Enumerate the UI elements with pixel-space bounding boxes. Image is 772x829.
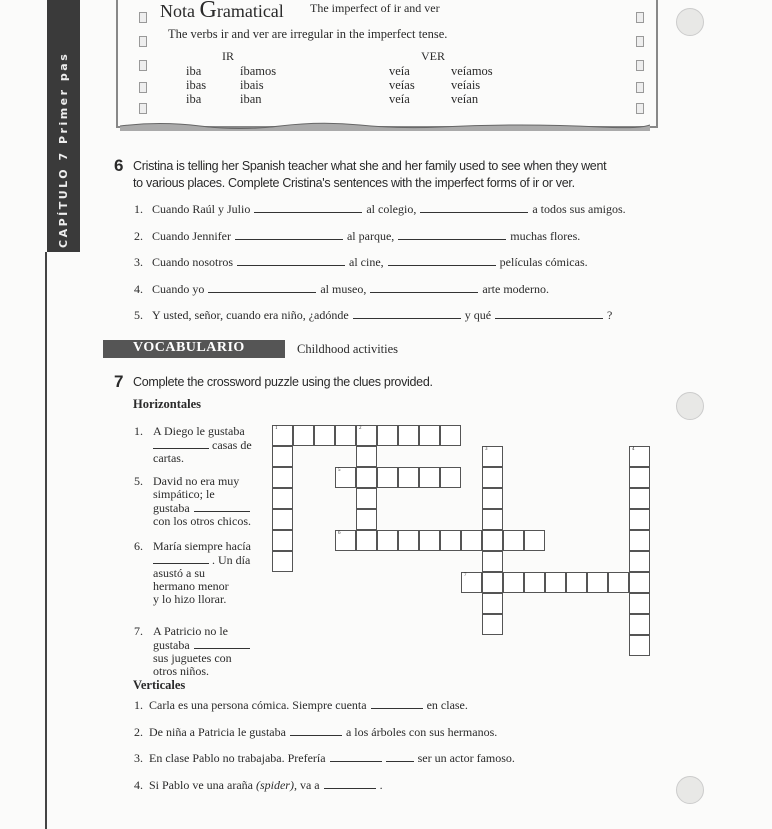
crossword-cell[interactable] <box>482 488 503 509</box>
answer-blank[interactable] <box>386 751 414 762</box>
ver-form: veías <box>389 78 415 92</box>
vertical-clue <box>134 778 383 793</box>
clue-line-text: otros niños. <box>153 664 210 678</box>
item-text-a: Cuando nosotros <box>152 255 233 269</box>
box-rivet <box>139 60 147 71</box>
crossword-cell[interactable] <box>272 509 293 530</box>
exercise-6-instructions-line1: Cristina is telling her Spanish teacher what she and her family used to see when they went <box>133 159 607 173</box>
clue-text <box>153 540 251 606</box>
clue-number: 4. <box>134 777 143 792</box>
ver-form: veíamos <box>451 64 493 78</box>
crossword-cell[interactable] <box>440 530 461 551</box>
crossword-cell[interactable] <box>629 635 650 656</box>
crossword-cell[interactable] <box>356 446 377 467</box>
answer-blank[interactable] <box>194 501 250 512</box>
ver-form: veíais <box>451 78 481 92</box>
crossword-cell[interactable] <box>566 572 587 593</box>
clue-italic: (spider), <box>255 777 297 792</box>
crossword-cell[interactable] <box>272 467 293 488</box>
item-text-b: al cine, <box>349 255 384 269</box>
ir-form: íbamos <box>240 64 277 78</box>
item-text-a: Cuando Jennifer <box>152 228 231 243</box>
answer-blank[interactable] <box>153 438 209 449</box>
box-rivet <box>139 82 147 93</box>
crossword-cell[interactable] <box>629 614 650 635</box>
box-rivet <box>636 12 644 23</box>
item-text-c: ? <box>607 308 613 322</box>
chapter-tab-label: CAPÍTULO 7 Primer pas <box>57 51 70 248</box>
clue-number-label: 5 <box>338 468 341 473</box>
exercise-6-number: 6 <box>114 156 124 175</box>
crossword-cell[interactable] <box>524 530 545 551</box>
vertical-clue <box>134 698 468 713</box>
crossword-cell[interactable] <box>587 572 608 593</box>
clue-number: 2. <box>134 724 143 739</box>
clue-number-label: 6 <box>338 531 341 536</box>
item-text-a: Y usted, señor, cuando era niño, ¿adónde <box>152 308 349 322</box>
crossword-cell[interactable] <box>629 572 650 593</box>
clue-text-b: va a <box>299 777 320 792</box>
clue-line-text: simpático; le <box>153 487 215 501</box>
item-number: 1. <box>134 202 143 216</box>
crossword-cell[interactable] <box>377 425 398 446</box>
grammar-note-title <box>160 0 284 24</box>
clue-line <box>153 501 254 515</box>
clue-line-text: gustaba <box>153 501 190 515</box>
crossword-cell[interactable] <box>272 425 293 446</box>
crossword-cell[interactable] <box>482 509 503 530</box>
exercise-7-number: 7 <box>114 372 124 391</box>
exercise-6-item <box>134 229 580 244</box>
crossword-cell[interactable] <box>272 488 293 509</box>
crossword-cell[interactable] <box>356 530 377 551</box>
crossword-cell[interactable] <box>545 572 566 593</box>
crossword-cell[interactable] <box>629 488 650 509</box>
exercise-6-instructions-line2: to various places. Complete Cristina's sentences with the imperfect forms of ir or ver. <box>133 176 575 190</box>
answer-blank[interactable] <box>353 308 461 319</box>
binder-hole <box>676 8 704 36</box>
crossword-cell[interactable] <box>482 593 503 614</box>
crossword-cell[interactable] <box>398 467 419 488</box>
answer-blank[interactable] <box>371 698 423 709</box>
torn-edge-divider <box>120 121 650 131</box>
answer-blank[interactable] <box>324 778 376 789</box>
ir-form: ibais <box>240 78 264 92</box>
clue-text-b: en clase. <box>426 698 468 712</box>
clue-line <box>153 665 254 678</box>
clue-line-text: . Un día <box>212 553 251 567</box>
crossword-cell[interactable] <box>482 530 503 551</box>
crossword-cell[interactable] <box>272 446 293 467</box>
crossword-cell[interactable] <box>356 509 377 530</box>
clue-number: 6. <box>134 539 143 553</box>
vocab-label: VOCABULARIO <box>133 340 245 355</box>
crossword-cell[interactable] <box>272 530 293 551</box>
clue-text-b: ser un actor famoso. <box>417 751 515 765</box>
clue-number-label: 2 <box>359 426 362 431</box>
crossword-cell[interactable] <box>482 551 503 572</box>
crossword-cell[interactable] <box>629 551 650 572</box>
ir-form: ibas <box>186 78 207 92</box>
clue-text-a: Si Pablo ve una araña <box>149 777 253 792</box>
item-text-b: al museo, <box>320 281 367 296</box>
crossword-cell[interactable] <box>314 425 335 446</box>
clue-line <box>153 625 254 638</box>
item-text-b: y qué <box>464 308 492 322</box>
crossword-cell[interactable] <box>440 467 461 488</box>
crossword-cell[interactable] <box>503 572 524 593</box>
clue-line <box>153 425 252 438</box>
exercise-6-item <box>134 255 588 270</box>
clue-number: 3. <box>134 751 143 765</box>
clue-number: 5. <box>134 474 143 488</box>
title-prefix: Nota <box>160 1 200 21</box>
crossword-cell[interactable] <box>335 467 356 488</box>
clue-line-text: cartas. <box>153 451 184 465</box>
clue-number: 1. <box>134 424 143 438</box>
ir-form: iban <box>240 92 262 106</box>
clue-line-text: María siempre hacía <box>153 539 251 553</box>
exercise-6-item <box>134 202 626 217</box>
crossword-cell[interactable] <box>461 572 482 593</box>
crossword-cell[interactable] <box>461 530 482 551</box>
item-number: 5. <box>134 308 143 322</box>
clue-number: 1. <box>134 698 143 712</box>
item-text-b: al colegio, <box>366 202 417 216</box>
crossword-cell[interactable] <box>482 446 503 467</box>
crossword-cell[interactable] <box>482 572 503 593</box>
box-rivet <box>139 12 147 23</box>
crossword-cell[interactable] <box>335 425 356 446</box>
crossword-cell[interactable] <box>293 425 314 446</box>
item-text-a: Cuando Raúl y Julio <box>152 202 251 216</box>
crossword-cell[interactable] <box>419 530 440 551</box>
crossword-cell[interactable] <box>419 425 440 446</box>
item-number: 2. <box>134 228 143 243</box>
box-rivet <box>636 60 644 71</box>
clue-number-label: 3 <box>485 447 488 452</box>
answer-blank[interactable] <box>495 308 603 319</box>
item-number: 3. <box>134 255 143 269</box>
item-text-c: a todos sus amigos. <box>532 202 626 216</box>
title-rest: ramatical <box>216 1 284 21</box>
clue-number-label: 4 <box>632 447 635 452</box>
crossword-cell[interactable] <box>440 425 461 446</box>
clue-text <box>153 625 254 678</box>
item-number: 4. <box>134 281 143 296</box>
crossword-cell[interactable] <box>377 467 398 488</box>
ir-form: iba <box>186 64 202 78</box>
crossword-cell[interactable] <box>356 488 377 509</box>
item-text-c: muchas flores. <box>510 228 581 243</box>
vertical-clue <box>134 725 497 740</box>
clue-text-c: . <box>379 777 383 792</box>
title-initial: G <box>199 0 217 23</box>
vocabulario-banner <box>103 340 285 358</box>
box-rivet <box>636 36 644 47</box>
exercise-7-instructions: Complete the crossword puzzle using the clues provided. <box>133 375 433 389</box>
clue-text-a: Carla es una persona cómica. Siempre cuenta <box>149 698 367 712</box>
exercise-6-item <box>134 308 612 323</box>
crossword-cell[interactable] <box>608 572 629 593</box>
grammar-note-subtitle: The imperfect of ir and ver <box>310 1 440 15</box>
horizontales-heading: Horizontales <box>133 397 202 411</box>
box-rivet <box>139 36 147 47</box>
crossword-cell[interactable] <box>356 425 377 446</box>
clue-line <box>153 638 254 652</box>
crossword-cell[interactable] <box>398 530 419 551</box>
item-text-c: arte moderno. <box>482 281 549 296</box>
clue-number-label: 7 <box>464 573 467 578</box>
clue-line-text: David no era muy <box>153 474 240 488</box>
clue-text-b: a los árboles con sus hermanos. <box>345 724 498 739</box>
answer-blank[interactable] <box>194 638 250 649</box>
crossword-cell[interactable] <box>335 530 356 551</box>
clue-line-text: A Diego le gustaba <box>153 424 245 438</box>
crossword-cell[interactable] <box>356 467 377 488</box>
crossword-cell[interactable] <box>629 467 650 488</box>
verticales-heading: Verticales <box>133 678 186 692</box>
clue-line <box>153 593 251 606</box>
clue-line-text: A Patricio no le <box>153 624 228 638</box>
vocab-topic: Childhood activities <box>297 342 399 356</box>
grammar-note-intro: The verbs ir and ver are irregular in the imperfect tense. <box>168 27 448 41</box>
binder-hole <box>676 776 704 804</box>
clue-number-label: 1 <box>275 426 278 431</box>
clue-line <box>153 488 254 501</box>
item-text-b: al parque, <box>346 228 395 243</box>
ver-form: veía <box>389 92 410 106</box>
clue-line-text: y lo hizo llorar. <box>153 592 227 606</box>
clue-line <box>153 515 254 528</box>
crossword-cell[interactable] <box>629 593 650 614</box>
binder-hole <box>676 392 704 420</box>
clue-line-text: gustaba <box>153 638 190 652</box>
crossword-cell[interactable] <box>419 467 440 488</box>
clue-text <box>153 425 252 465</box>
clue-text <box>153 475 254 528</box>
answer-blank[interactable] <box>254 202 362 213</box>
clue-line-text: casas de <box>212 438 252 452</box>
ir-heading: IR <box>222 49 234 63</box>
crossword-cell[interactable] <box>629 446 650 467</box>
answer-blank[interactable] <box>208 282 316 293</box>
answer-blank[interactable] <box>235 229 343 240</box>
ver-form: veía <box>389 64 410 78</box>
clue-line <box>153 540 251 553</box>
answer-blank[interactable] <box>388 255 496 266</box>
exercise-6-item <box>134 282 549 297</box>
crossword-cell[interactable] <box>629 509 650 530</box>
crossword-cell[interactable] <box>377 530 398 551</box>
clue-line-text: sus juguetes con <box>153 651 232 665</box>
crossword-cell[interactable] <box>503 530 524 551</box>
margin-line <box>45 252 47 829</box>
clue-line-text: asustó a su <box>153 566 205 580</box>
answer-blank[interactable] <box>398 229 506 240</box>
crossword-cell[interactable] <box>524 572 545 593</box>
answer-blank[interactable] <box>153 553 209 564</box>
crossword-cell[interactable] <box>398 425 419 446</box>
box-rivet <box>636 82 644 93</box>
item-text-a: Cuando yo <box>152 281 205 296</box>
clue-text-a: De niña a Patricia le gustaba <box>149 724 286 739</box>
clue-number: 7. <box>134 624 143 638</box>
crossword-cell[interactable] <box>482 614 503 635</box>
answer-blank[interactable] <box>290 725 342 736</box>
answer-blank[interactable] <box>237 255 345 266</box>
crossword-cell[interactable] <box>272 551 293 572</box>
vertical-clue <box>134 751 515 766</box>
box-rivet <box>636 103 644 114</box>
crossword-cell[interactable] <box>482 467 503 488</box>
answer-blank[interactable] <box>420 202 528 213</box>
clue-line <box>153 438 252 452</box>
item-text-c: películas cómicas. <box>499 255 588 269</box>
box-rivet <box>139 103 147 114</box>
answer-blank[interactable] <box>330 751 382 762</box>
clue-text-a: En clase Pablo no trabajaba. Prefería <box>149 751 326 765</box>
ir-form: iba <box>186 92 202 106</box>
clue-line <box>153 553 251 567</box>
ver-heading: VER <box>421 49 445 63</box>
clue-line-text: con los otros chicos. <box>153 514 251 528</box>
answer-blank[interactable] <box>370 282 478 293</box>
clue-line-text: hermano menor <box>153 579 229 593</box>
ver-form: veían <box>451 92 479 106</box>
clue-line <box>153 452 252 465</box>
crossword-cell[interactable] <box>629 530 650 551</box>
